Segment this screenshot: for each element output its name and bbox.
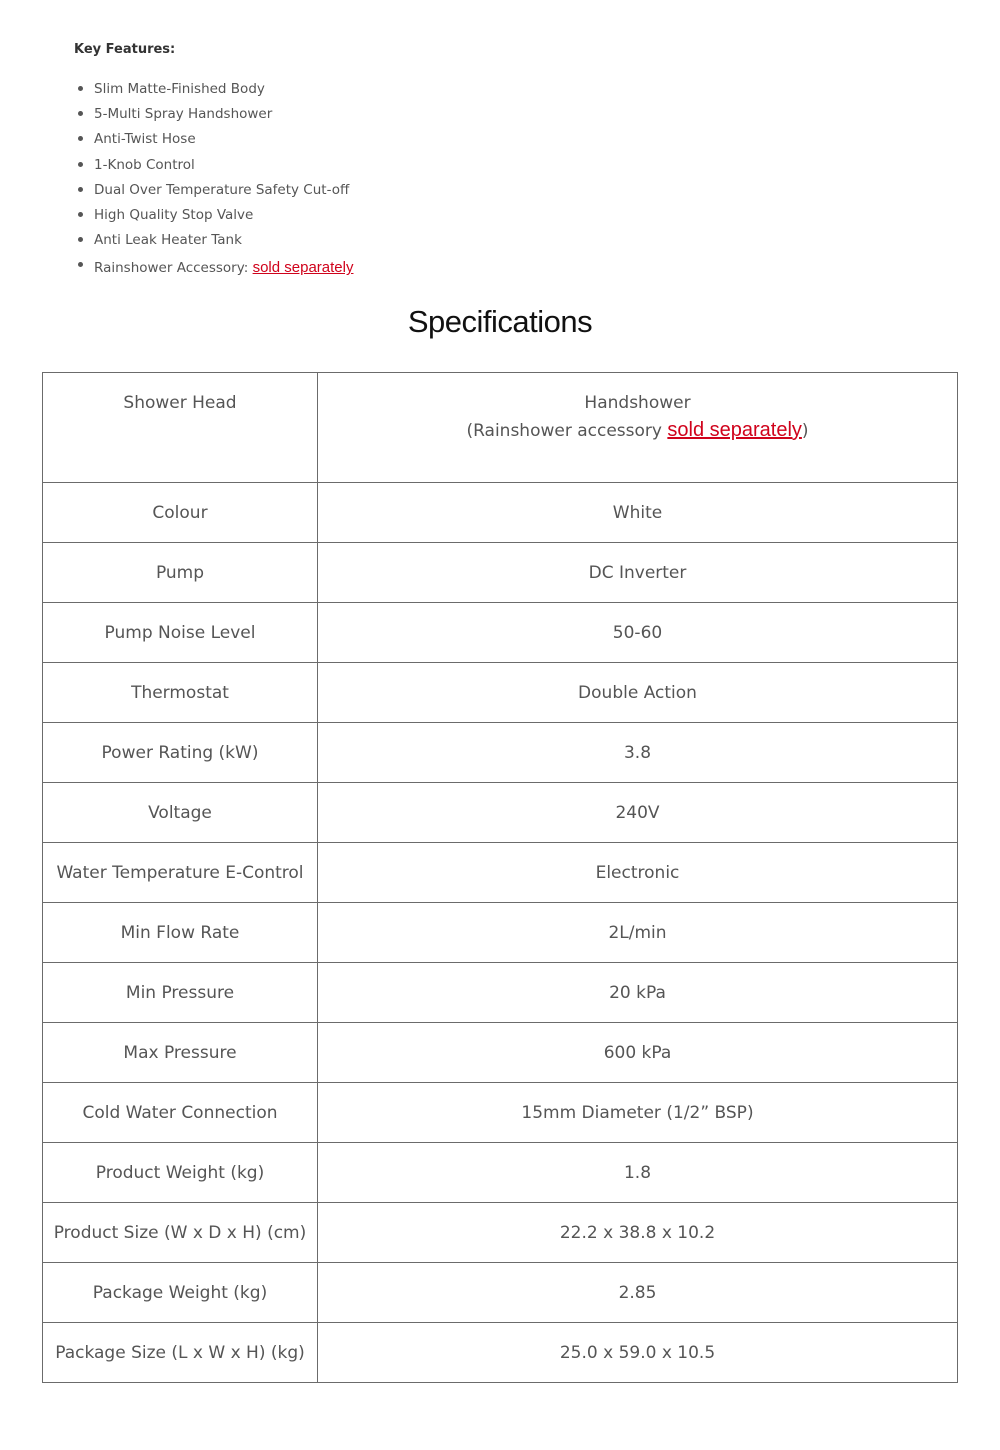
spec-value: 1.8 (318, 1143, 958, 1203)
spec-label: Thermostat (43, 663, 318, 723)
note-suffix: ) (801, 421, 809, 441)
list-item: 1-Knob Control (94, 154, 353, 179)
spec-value: 15mm Diameter (1/2” BSP) (318, 1083, 958, 1143)
spec-value: 600 kPa (318, 1023, 958, 1083)
table-row (43, 1083, 958, 1143)
shower-head-value: Handshower (584, 393, 691, 413)
list-item: 5-Multi Spray Handshower (94, 103, 353, 128)
list-item: Slim Matte-Finished Body (94, 78, 353, 103)
spec-value: 3.8 (318, 723, 958, 783)
spec-value: 50-60 (318, 603, 958, 663)
sold-separately-link[interactable]: sold separately (252, 259, 354, 277)
spec-value: 22.2 x 38.8 x 10.2 (318, 1203, 958, 1263)
spec-value: 2.85 (318, 1263, 958, 1323)
spec-label: Cold Water Connection (43, 1083, 318, 1143)
table-row (43, 1323, 958, 1383)
table-row (43, 843, 958, 903)
spec-label: Max Pressure (43, 1023, 318, 1083)
spec-label: Product Weight (kg) (43, 1143, 318, 1203)
note-prefix: (Rainshower accessory (466, 421, 668, 441)
key-features-heading: Key Features: (74, 42, 176, 57)
table-row (43, 723, 958, 783)
spec-label: Power Rating (kW) (43, 723, 318, 783)
spec-value (318, 373, 958, 483)
rainshower-label: Rainshower Accessory: (94, 260, 253, 277)
table-row (43, 1023, 958, 1083)
spec-label: Package Size (L x W x H) (kg) (43, 1323, 318, 1383)
specifications-table (42, 372, 958, 1383)
spec-label: Product Size (W x D x H) (cm) (43, 1203, 318, 1263)
table-row (43, 663, 958, 723)
spec-label: Min Pressure (43, 963, 318, 1023)
spec-label: Colour (43, 483, 318, 543)
table-row (43, 373, 958, 483)
sold-separately-link[interactable]: sold separately (667, 419, 802, 441)
list-item: High Quality Stop Valve (94, 204, 353, 229)
table-row (43, 903, 958, 963)
table-row (43, 543, 958, 603)
spec-label: Package Weight (kg) (43, 1263, 318, 1323)
spec-value: 2L/min (318, 903, 958, 963)
spec-value: 240V (318, 783, 958, 843)
spec-value: Double Action (318, 663, 958, 723)
shower-head-note (318, 417, 957, 445)
list-item: Anti Leak Heater Tank (94, 229, 353, 254)
key-features-list (94, 78, 353, 281)
spec-label: Voltage (43, 783, 318, 843)
table-row (43, 1263, 958, 1323)
table-row (43, 483, 958, 543)
spec-label: Pump (43, 543, 318, 603)
spec-value: DC Inverter (318, 543, 958, 603)
specifications-title: Specifications (407, 304, 593, 339)
list-item-rainshower (94, 254, 353, 281)
table-row (43, 783, 958, 843)
spec-value: 20 kPa (318, 963, 958, 1023)
spec-label: Pump Noise Level (43, 603, 318, 663)
list-item: Anti-Twist Hose (94, 128, 353, 153)
table-row (43, 1203, 958, 1263)
spec-value: White (318, 483, 958, 543)
table-row (43, 963, 958, 1023)
table-row (43, 1143, 958, 1203)
list-item: Dual Over Temperature Safety Cut-off (94, 179, 353, 204)
spec-label: Min Flow Rate (43, 903, 318, 963)
spec-value: 25.0 x 59.0 x 10.5 (318, 1323, 958, 1383)
spec-value: Electronic (318, 843, 958, 903)
spec-label: Water Temperature E-Control (43, 843, 318, 903)
spec-label: Shower Head (43, 373, 318, 483)
table-row (43, 603, 958, 663)
